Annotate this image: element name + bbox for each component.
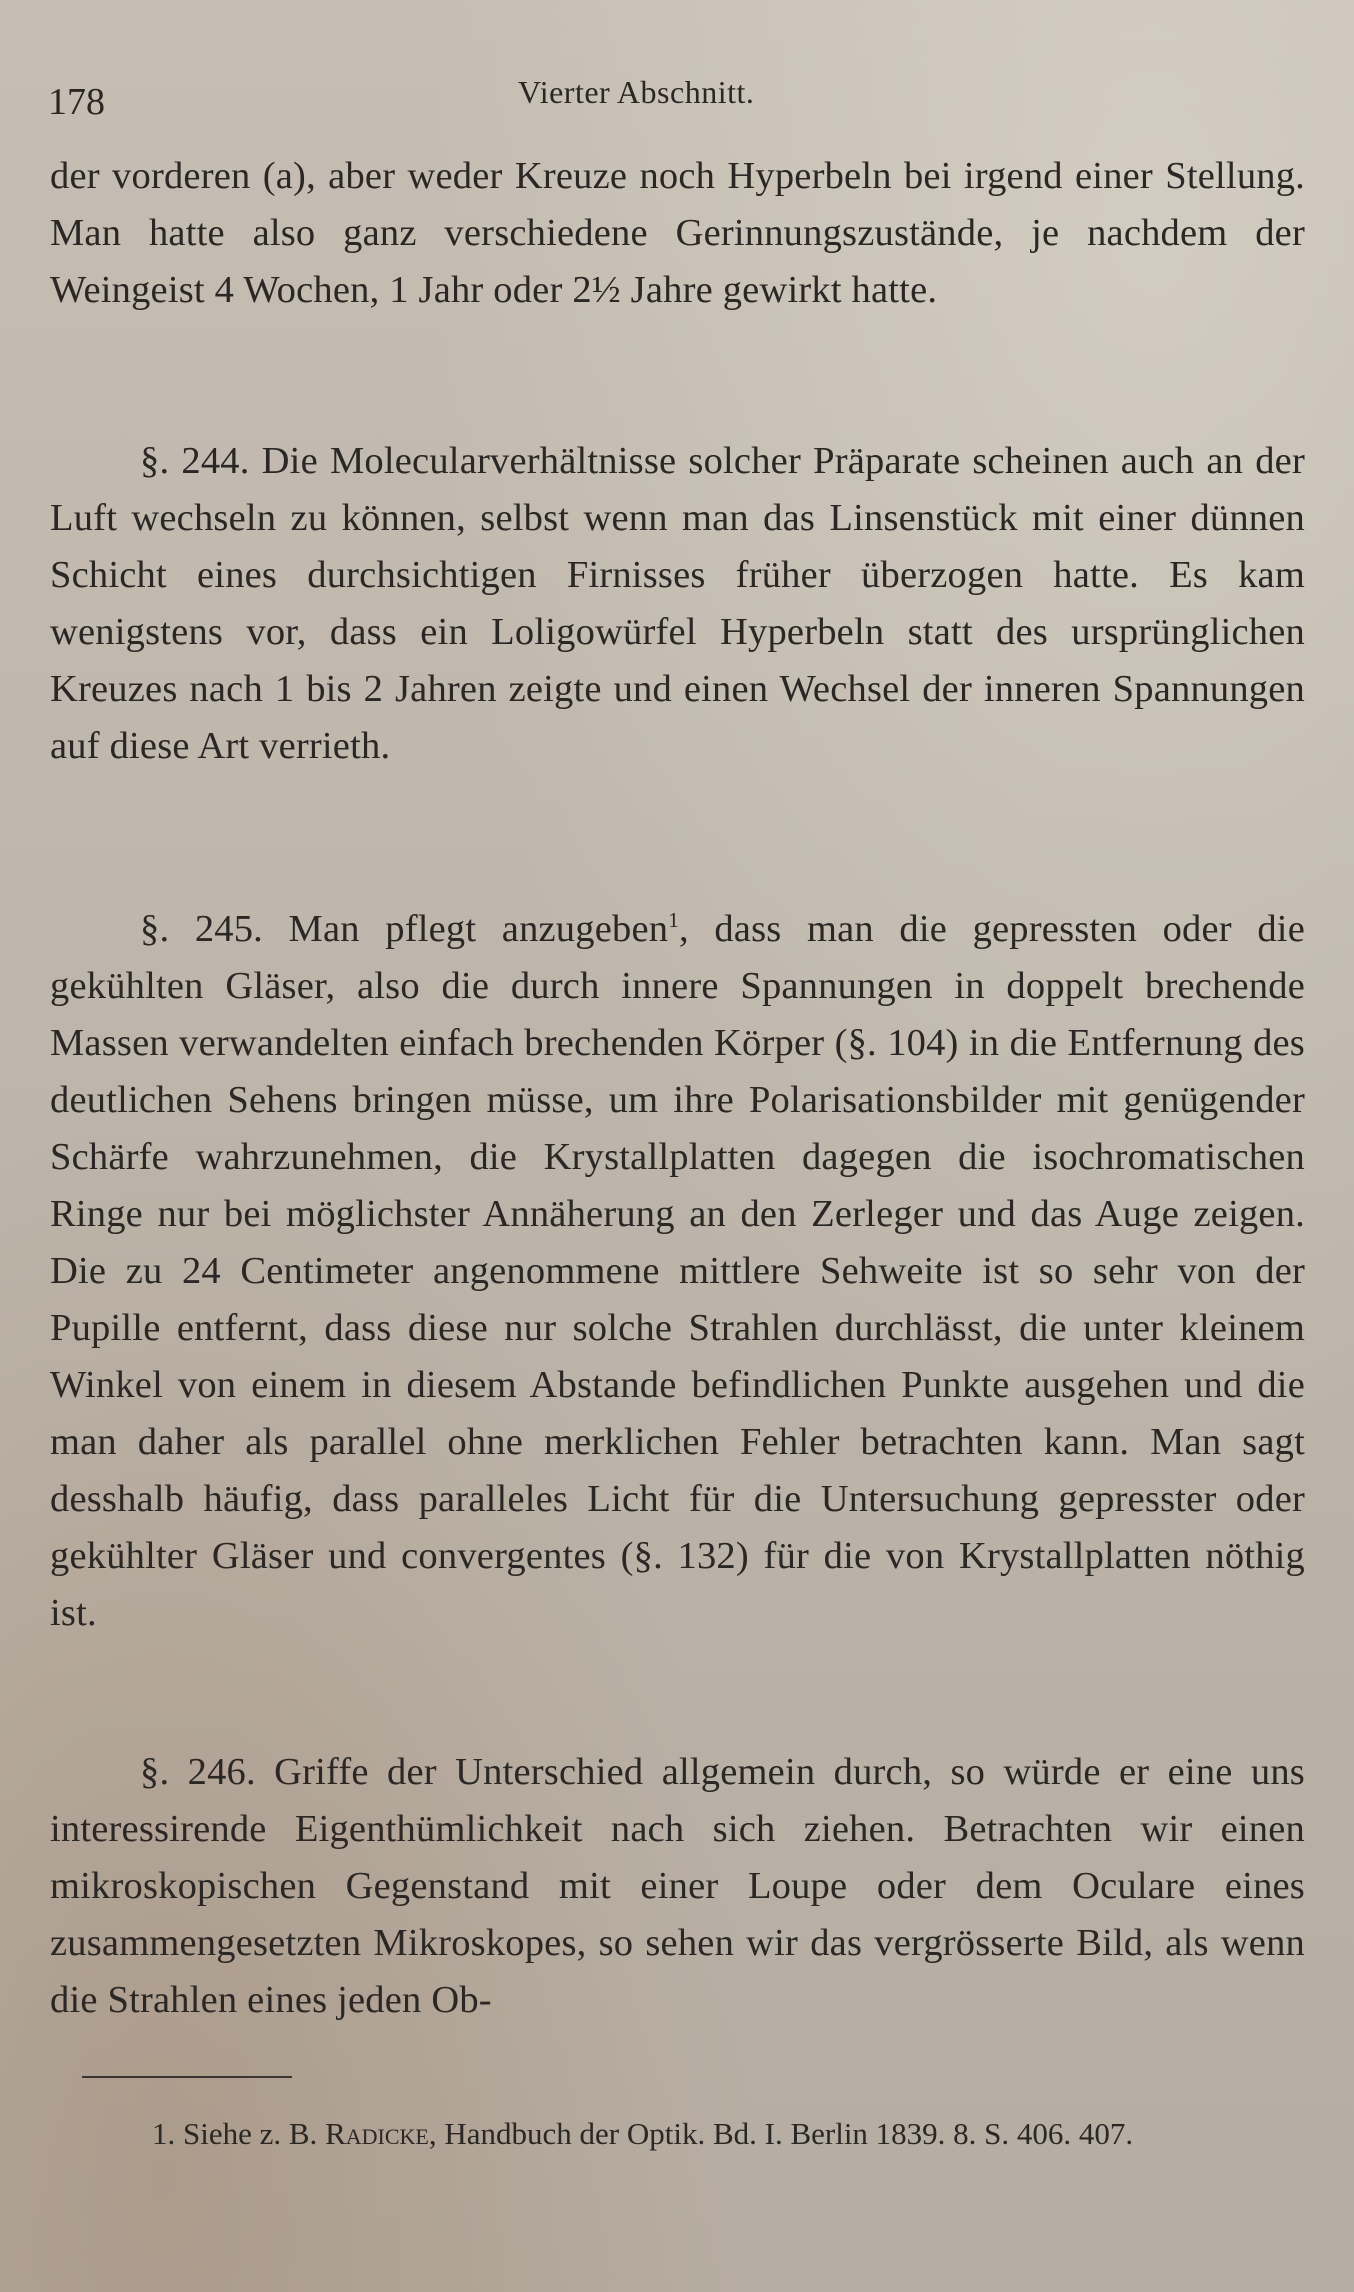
paragraph-246 [50, 1744, 1305, 2029]
footnote-text-start: Siehe z. B. [183, 2116, 318, 2151]
paragraph-text: §. 246. Griffe der Unterschied allgemein durch, so würde er eine uns interessirende Eigenthümlichkeit nach sich ziehen. Betrachten wir einen mikroskopischen Gegenstand mit einer Loupe oder dem Oculare eines zusammengesetzten Mikroskopes, so sehen wir das vergrösserte Bild, als wenn die Strahlen eines jeden Ob- [50, 1751, 1305, 2021]
footnote-marker: 1. [152, 2116, 176, 2151]
footnote-text-rest: , Handbuch der Optik. Bd. I. Berlin 1839. 8. S. 406. 407. [428, 2116, 1134, 2151]
paragraph-text [50, 892, 1305, 1642]
footnote-divider [82, 2076, 292, 2078]
page-header [48, 70, 1306, 123]
paragraph-text-rest: , dass man die gepressten oder die gekühlten Gläser, also die durch innere Spannungen in doppelt brechende Massen verwandelten einfach brechenden Körper (§. 104) in die Entfernung des deutlichen Sehens bringen müsse, um ihre Polarisationsbilder mit genügender Schärfe wahrzunehmen, die Krystallplatten dagegen die isochromatischen Ringe nur bei möglichster Annäherung an den Zerleger und das Auge zeigen. Die zu 24 Centimeter angenommene mittlere Sehweite ist so sehr von der Pupille entfernt, dass diese nur solche Strahlen durchlässt, die unter kleinem Winkel von einem in diesem Abstande befindlichen Punkte ausgehen und die man daher als parallel ohne merklichen Fehler betrachten kann. Man sagt desshalb häufig, dass paralleles Licht für die Untersuchung gepresster oder gekühlter Gläser und convergentes (§. 132) für die von Krystallplatten nöthig ist. [50, 907, 1305, 1634]
footnote-author: Radicke [325, 2116, 429, 2151]
running-head: Vierter Abschnitt. [518, 74, 755, 110]
page-number: 178 [48, 81, 105, 123]
footnote [82, 2110, 1322, 2158]
footnote-reference[interactable]: 1 [668, 908, 679, 932]
paragraph-continuation [50, 148, 1305, 319]
paragraph-245 [50, 892, 1305, 1642]
paragraph-text: der vorderen (a), aber weder Kreuze noch Hyperbeln bei irgend einer Stellung. Man hatte also ganz verschiedene Gerinnungszustände, je nachdem der Weingeist 4 Wochen, 1 Jahr oder 2½ Jahre gewirkt hatte. [50, 155, 1305, 311]
paragraph-244 [50, 433, 1305, 775]
paragraph-text: §. 244. Die Molecularverhältnisse solcher Präparate scheinen auch an der Luft wechseln zu können, selbst wenn man das Linsenstück mit einer dünnen Schicht eines durchsichtigen Firnisses früher überzogen hatte. Es kam wenigstens vor, dass ein Loligowürfel Hyperbeln statt des ursprünglichen Kreuzes nach 1 bis 2 Jahren zeigte und einen Wechsel der inneren Spannungen auf diese Art verrieth. [50, 440, 1305, 767]
paragraph-text-start: §. 245. Man pflegt anzugeben [140, 907, 669, 950]
